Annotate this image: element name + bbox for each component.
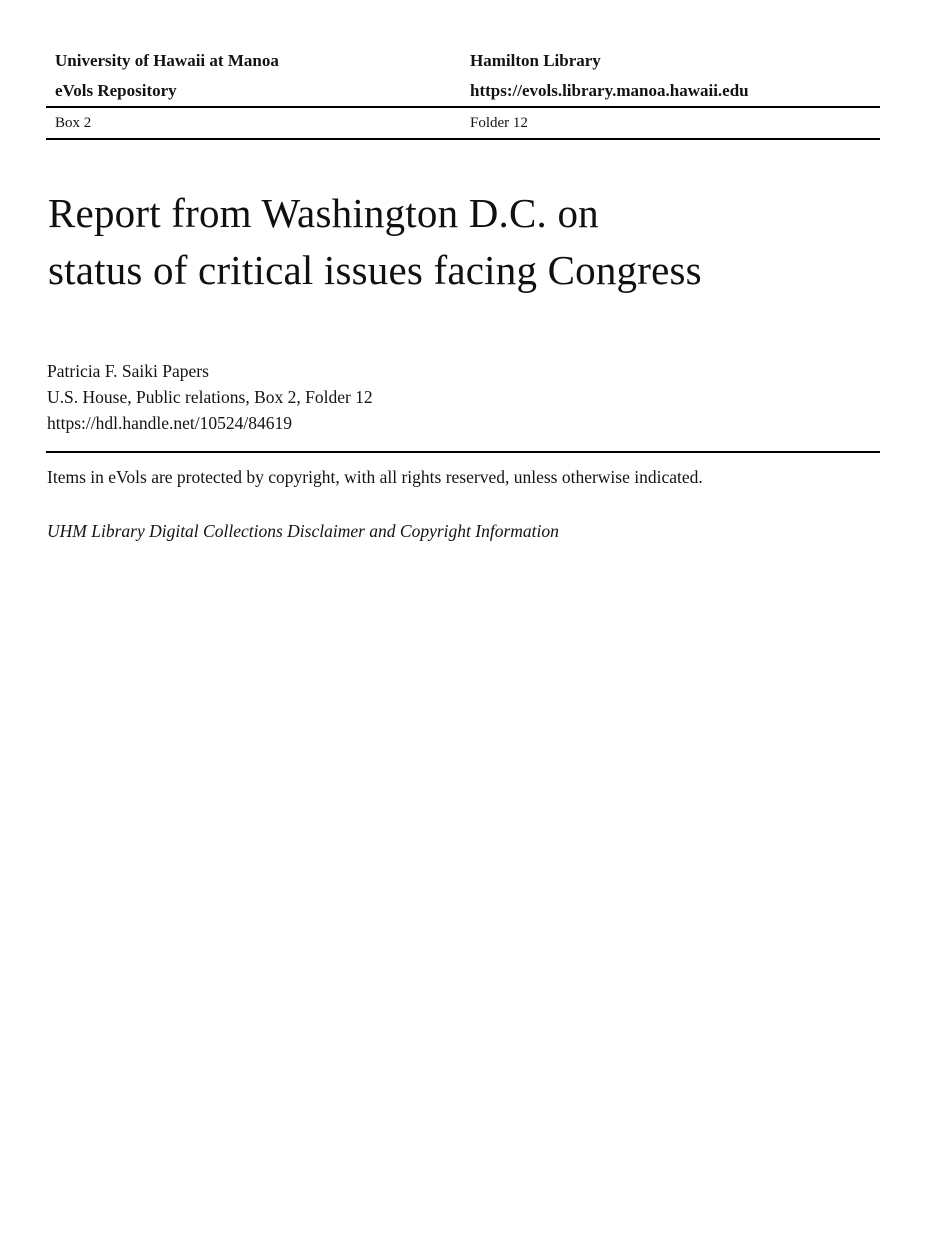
header-institution-row [46, 46, 880, 108]
divider-rule [46, 451, 880, 453]
box-label: Box 2 [55, 115, 92, 131]
header-box-folder-row [46, 108, 880, 140]
collection-name: Patricia F. Saiki Papers [47, 361, 209, 381]
document-title-line-2: status of critical issues facing Congress [48, 247, 702, 293]
institution-name: University of Hawaii at Manoa [55, 51, 279, 70]
library-name: Hamilton Library [470, 51, 601, 70]
rights-statement: Items in eVols are protected by copyright, with all rights reserved, unless otherwise indicated. [47, 467, 703, 487]
repository-url-link[interactable]: https://evols.library.manoa.hawaii.edu [470, 81, 749, 100]
metadata-block [47, 358, 880, 436]
folder-label: Folder 12 [470, 115, 528, 131]
document-title-line-1: Report from Washington D.C. on [48, 190, 599, 236]
disclaimer-link[interactable]: UHM Library Digital Collections Disclaimer and Copyright Information [47, 521, 559, 541]
document-page [0, 46, 927, 1246]
document-header [46, 46, 880, 140]
document-title [48, 185, 880, 299]
collection-location: U.S. House, Public relations, Box 2, Folder 12 [47, 387, 373, 407]
header-left-cell [46, 46, 470, 106]
header-right-cell [470, 46, 880, 106]
repository-name: eVols Repository [55, 81, 177, 100]
handle-url-link[interactable]: https://hdl.handle.net/10524/84619 [47, 413, 292, 433]
